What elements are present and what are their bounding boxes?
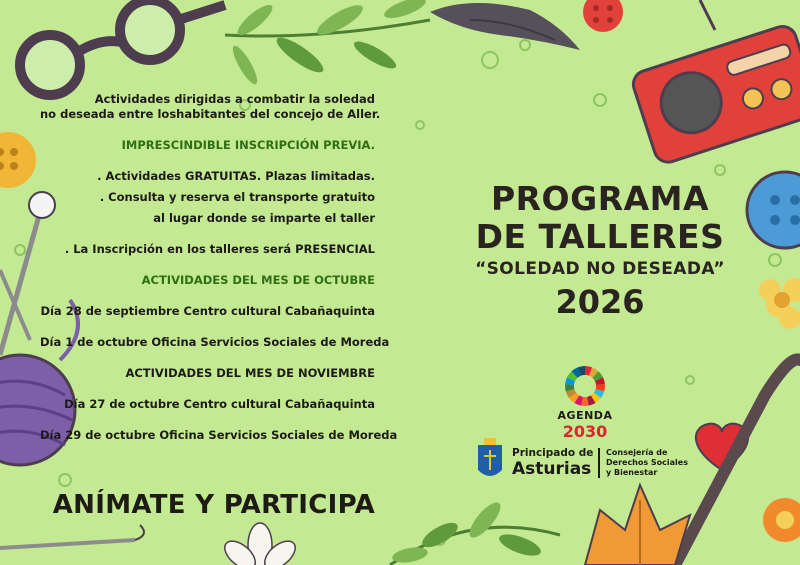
sewing-needle-icon [0,525,144,548]
consejeria-line-3: y Bienestar [606,468,658,477]
bird-wing-icon [430,3,580,50]
october-heading: ACTIVIDADES DEL MES DE OCTUBRE [141,273,375,287]
agenda-2030-logo [545,409,625,440]
radio-icon [630,0,800,166]
november-heading: ACTIVIDADES DEL MES DE NOVIEMBRE [125,366,375,380]
consejeria-line-1: Consejería de [606,448,668,457]
november-activity-1: Día 27 de octubre Centro cultural Cabañaquinta [64,397,375,411]
principado-label: Principado de [512,447,594,459]
transport-line-1: . Consulta y reserva el transporte gratuito [99,190,375,204]
leaf-branch-icon [390,498,560,565]
title-subtitle: “SOLEDAD NO DESEADA” [475,259,725,279]
flower-icon [220,523,300,565]
glasses-icon [20,0,225,95]
october-activity-2: Día 1 de octubre Oficina Servicios Sociales de Moreda [40,335,390,349]
call-to-action: ANÍMATE Y PARTICIPA [52,490,375,520]
title-line-1: PROGRAMA [490,179,710,218]
autumn-leaf-icon [585,485,690,565]
flower-icon [763,498,800,542]
consejeria-label [606,448,688,478]
agenda-year: 2030 [562,422,608,441]
november-activity-2: Día 29 de octubre Oficina Servicios Sociales de Moreda [40,428,398,442]
asturias-shield-icon [478,438,502,476]
agenda-label: AGENDA [557,409,613,422]
inscription-presential: . La Inscripción en los talleres será PRESENCIAL [64,242,375,256]
program-title [400,180,800,322]
transport-line-2: al lugar donde se imparte el taller [153,211,375,225]
october-activity-1: Día 28 de septiembre Centro cultural Cabañaquinta [40,304,375,318]
inscription-required: IMPRESCINDIBLE INSCRIPCIÓN PREVIA. [121,138,375,152]
asturias-label: Asturias [512,459,592,479]
intro-line-1: Actividades dirigidas a combatir la soledad [94,92,375,106]
leaf-branch-icon [225,0,430,87]
logo-divider [598,448,600,478]
button-icon [583,0,623,32]
info-column [40,92,398,443]
consejeria-line-2: Derechos Sociales [606,458,688,467]
title-line-2: DE TALLERES [475,217,725,256]
intro-line-2: no deseada entre loshabitantes del concejo de Aller. [40,107,381,121]
free-activities: . Actividades GRATUITAS. Plazas limitadas. [97,169,375,183]
principado-asturias-logo [512,447,593,479]
sdg-wheel-icon [565,366,605,406]
title-year: 2026 [555,283,645,321]
button-icon [0,132,36,188]
